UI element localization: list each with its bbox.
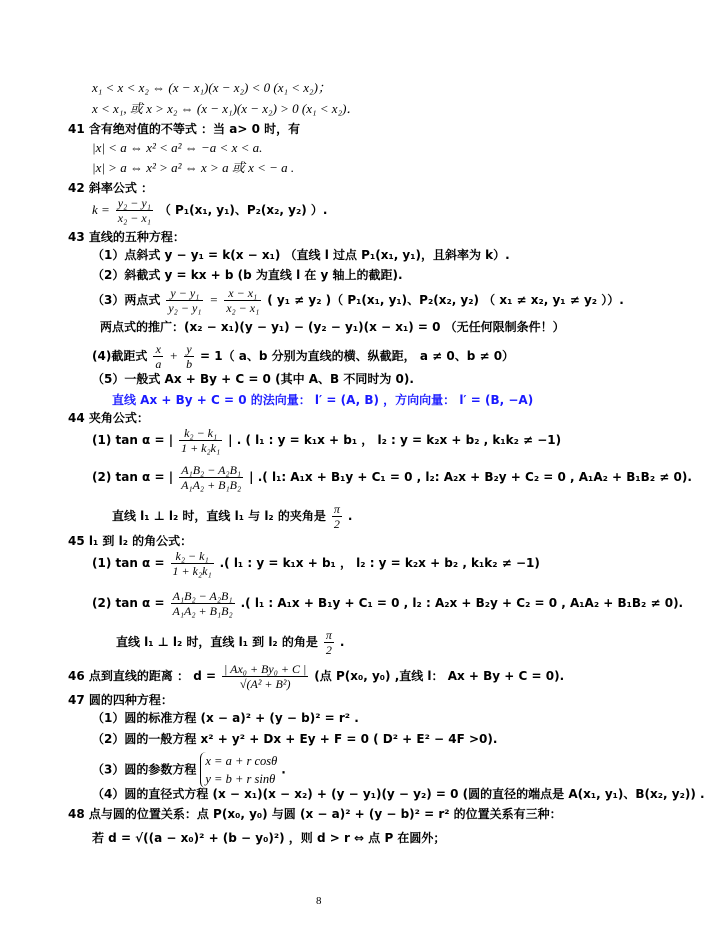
directed-angle-formula-2: (2) tan α = $\frac{\text{A₁B₂ − A₂B₁}}{\text{A₁A₂ + B₁B₂}}$ .( l₁ : A₁x + B₁y + C₁ = 0 , l₂ : A₂x + B₂y + C₂ = 0 , A₁A₂ + B₁B₂ ≠ 0).: [92, 589, 684, 618]
ineq-outside-line: x < x₁, 或 x > x₂ ⇔ (x − x₁)(x − x₂) > 0 (x₁ < x₂)．: [92, 101, 360, 116]
parametric-brace: x = a + r cosθ y = b + r sinθ: [200, 752, 277, 788]
intercept-form: (4)截距式 $\frac{x}{a}$ + $\frac{y}{b}$ = 1（ a、b 分别为直线的横、纵截距， a ≠ 0、b ≠ 0）: [92, 342, 515, 371]
point-slope-form: （1）点斜式 y − y₁ = k(x − x₁) （直线 l 过点 P₁(x₁, y₁)，且斜率为 k）.: [92, 248, 510, 262]
abs-ineq-less: |x| < a ⇔ x² < a² ⇔ −a < x < a.: [92, 140, 263, 155]
angle-formula-2: (2) tan α = | $\frac{\text{A₁B₂ − A₂B₁}}{\text{A₁A₂ + B₁B₂}}$ | .( l₁: A₁x + B₁y + C₁ = 0 , l₂: A₂x + B₂y + C₂ = 0 , A₁A₂ + B₁B₂ ≠ 0).: [92, 463, 692, 492]
abs-ineq-greater: |x| > a ⇔ x² > a² ⇔ x > a 或 x < − a .: [92, 160, 295, 175]
angle-formula-1: (1) tan α = | $\frac{\text{k₂ − k₁}}{\text{1 + k₂k₁}}$ | . ( l₁ : y = k₁x + b₁ ， l₂ : y = k₂x + b₂ , k₁k₂ ≠ −1): [92, 426, 562, 455]
perpendicular-directed-angle: 直线 l₁ ⊥ l₂ 时，直线 l₁ 到 l₂ 的角是 $\frac{\pi}{2}$ .: [116, 628, 345, 657]
section-42-title: 42 斜率公式 ：: [68, 181, 154, 195]
directed-angle-formula-1: (1) tan α = $\frac{\text{k₂ − k₁}}{\text{1 + k₂k₁}}$ .( l₁ : y = k₁x + b₁ ， l₂ : y = k₂x + b₂ , k₁k₂ ≠ −1): [92, 549, 540, 578]
slope-points: （ P₁(x₁, y₁)、P₂(x₂, y₂) ）.: [158, 203, 328, 217]
section-41-title: 41 含有绝对值的不等式 ：当 a> 0 时，有: [68, 122, 301, 136]
two-point-form: （3）两点式 $\frac{\text{y − y₁}}{\text{y₂ − y₁}}$ = $\frac{\text{x − x₁}}{\text{x₂ − x₁}}$ ( y₁ ≠ y₂ )（ P₁(x₁, y₁)、P₂(x₂, y₂) （ x₁ ≠ x₂, y₁ ≠ y₂ ））.: [92, 286, 624, 315]
point-outside-circle: 若 d = √((a − x₀)² + (b − y₀)²) ，则 d > r ⇔ 点 P 在圆外；: [92, 831, 446, 845]
section-48-title: 48 点与圆的位置关系：点 P(x₀, y₀) 与圆 (x − a)² + (y − b)² = r² 的位置关系有三种：: [68, 807, 562, 821]
general-form: （5）一般式 Ax + By + C = 0 (其中 A、B 不同时为 0).: [92, 372, 414, 386]
section-44-title: 44 夹角公式：: [68, 411, 149, 425]
circle-standard-equation: （1）圆的标准方程 (x − a)² + (y − b)² = r² .: [92, 711, 359, 725]
section-47-title: 47 圆的四种方程：: [68, 693, 173, 707]
page-number: 8: [316, 895, 322, 907]
point-line-distance: 46 点到直线的距离 ： d = $\frac{\text{| Ax₀ + By₀ + C |}}{\text{√(A² + B²)}}$ (点 P(x₀, y₀) ,直线 l： Ax + By + C = 0).: [68, 662, 565, 691]
circle-general-equation: （2）圆的一般方程 x² + y² + Dx + Ey + F = 0 ( D² + E² − 4F >0).: [92, 732, 498, 746]
slope-formula: [92, 196, 327, 225]
slope-intercept-form: （2）斜截式 y = kx + b (b 为直线 l 在 y 轴上的截距).: [92, 268, 403, 282]
circle-parametric-equation: （3）圆的参数方程 x = a + r cosθ y = b + r sinθ .: [92, 754, 286, 786]
perpendicular-angle: 直线 l₁ ⊥ l₂ 时，直线 l₁ 与 l₂ 的夹角是 $\frac{\pi}{2}$ .: [112, 502, 353, 531]
slope-k: k =: [92, 202, 110, 217]
slope-fraction: $\frac{\text{y₂ − y₁}}{\text{x₂ − x₁}}$: [117, 196, 151, 225]
section-43-title: 43 直线的五种方程：: [68, 230, 185, 244]
two-point-generalization: 两点式的推广：(x₂ − x₁)(y − y₁) − (y₂ − y₁)(x − x₁) = 0 （无任何限制条件！）: [100, 320, 565, 334]
normal-direction-vector: 直线 Ax + By + C = 0 的法向量： l′ = (A, B) ，方向向量： l′ = (B, −A): [112, 393, 534, 407]
section-45-title: 45 l₁ 到 l₂ 的角公式：: [68, 534, 193, 548]
ineq-between-line: x₁ < x < x₂ ⇔ (x − x₁)(x − x₂) < 0 (x₁ < x₂)；: [92, 80, 331, 95]
circle-diameter-equation: （4）圆的直径式方程 (x − x₁)(x − x₂) + (y − y₁)(y − y₂) = 0 (圆的直径的端点是 A(x₁, y₁)、B(x₂, y₂)) .: [92, 787, 705, 801]
